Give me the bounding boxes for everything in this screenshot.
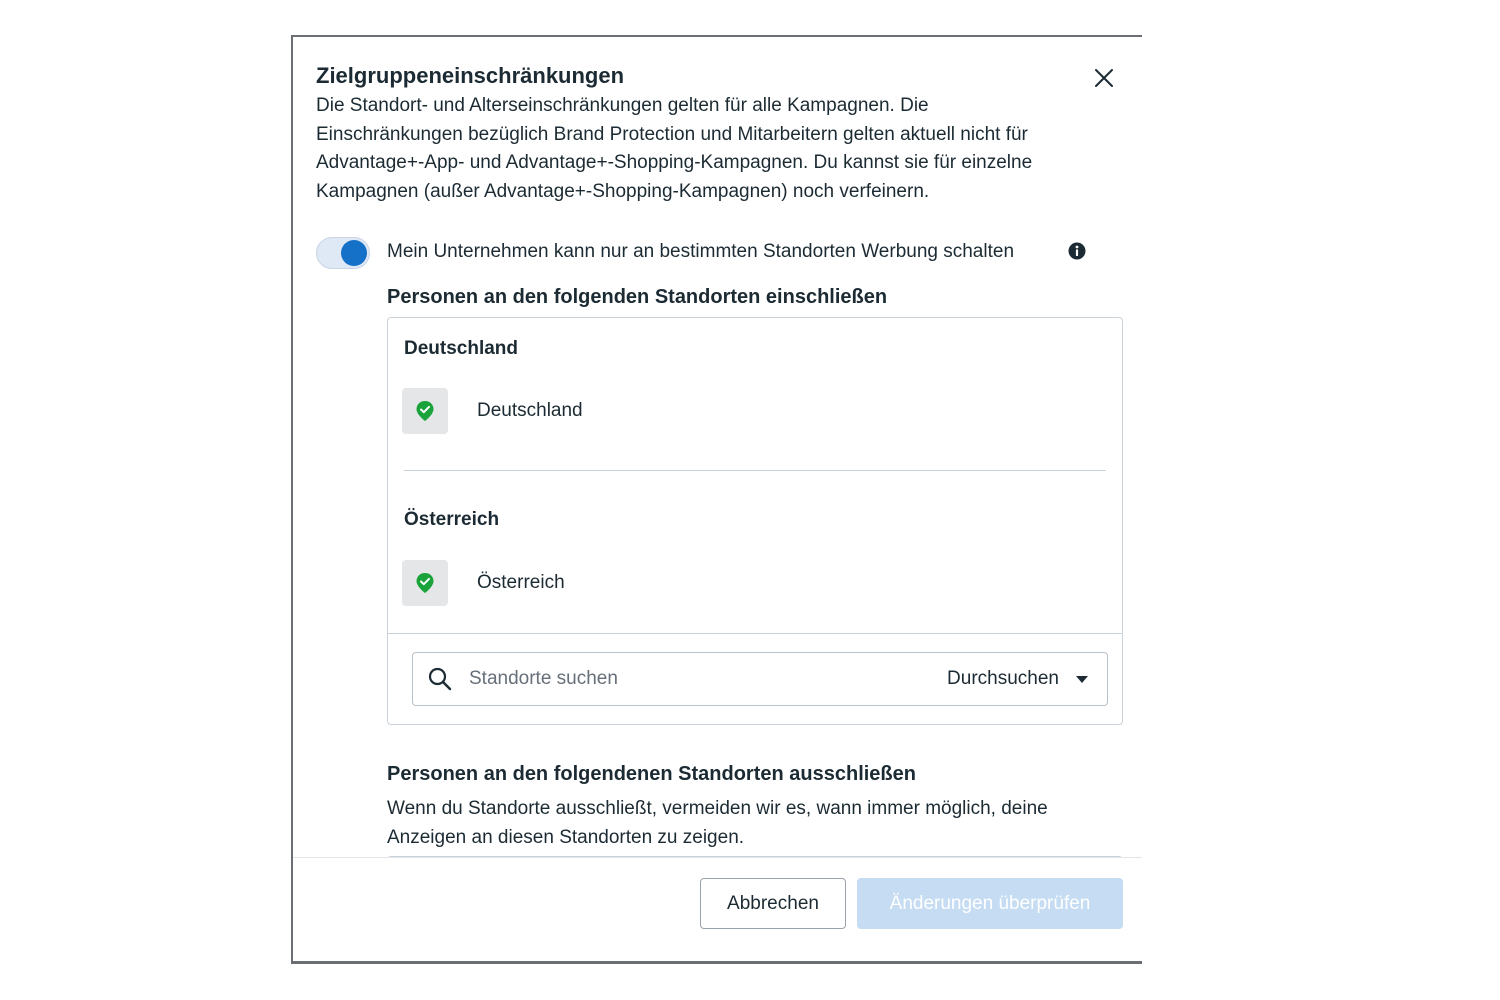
exclude-heading: Personen an den folgendenen Standorten ausschließen (387, 763, 916, 785)
location-search-field[interactable] (412, 652, 1108, 706)
dialog-scroll-area[interactable] (293, 37, 1142, 857)
toggle-label: Mein Unternehmen kann nur an bestimmten Standorten Werbung schalten (387, 241, 1015, 262)
browse-dropdown[interactable] (947, 653, 1089, 705)
location-search-input[interactable] (467, 667, 911, 691)
dialog-description: Die Standort- und Alterseinschränkungen gelten für alle Kampagnen. Die Einschränkungen bezüglich Brand Protection und Mitarbeitern gelten aktuell nicht für Advantage+-App- und Advantage+-Shopping-Kampagnen. Du kannst sie für einzelne Kampagnen (außer Advantage+-Shopping-Kampagnen) noch verfeinern. (316, 95, 1033, 202)
review-changes-button[interactable]: Änderungen überprüfen (857, 878, 1123, 929)
cancel-button[interactable]: Abbrechen (700, 878, 846, 929)
dialog-title: Zielgruppeneinschränkungen (316, 63, 625, 88)
toggle-knob (341, 240, 367, 266)
location-name: Deutschland (477, 400, 583, 421)
info-icon[interactable] (1068, 242, 1086, 260)
location-item-austria[interactable] (402, 560, 565, 606)
location-check-icon (402, 560, 448, 606)
close-icon (1094, 68, 1114, 88)
location-item-germany[interactable] (402, 388, 583, 434)
audience-restrictions-dialog (291, 35, 1142, 964)
group-divider (404, 470, 1106, 471)
location-name: Österreich (477, 572, 565, 593)
location-restriction-toggle[interactable] (316, 237, 370, 269)
search-icon (427, 666, 453, 692)
close-button[interactable] (1089, 63, 1119, 93)
dialog-footer (293, 857, 1142, 961)
group-title-germany: Deutschland (404, 338, 519, 359)
include-locations-box (387, 317, 1123, 725)
location-check-icon (402, 388, 448, 434)
include-heading: Personen an den folgenden Standorten einschließen (387, 286, 888, 308)
browse-label: Durchsuchen (947, 668, 1059, 689)
exclude-description: Wenn du Standorte ausschließt, vermeiden wir es, wann immer möglich, deine Anzeigen an diesen Standorten zu zeigen. (387, 798, 1048, 848)
search-divider (388, 633, 1122, 634)
group-title-austria: Österreich (404, 509, 500, 530)
caret-down-icon (1075, 674, 1089, 684)
